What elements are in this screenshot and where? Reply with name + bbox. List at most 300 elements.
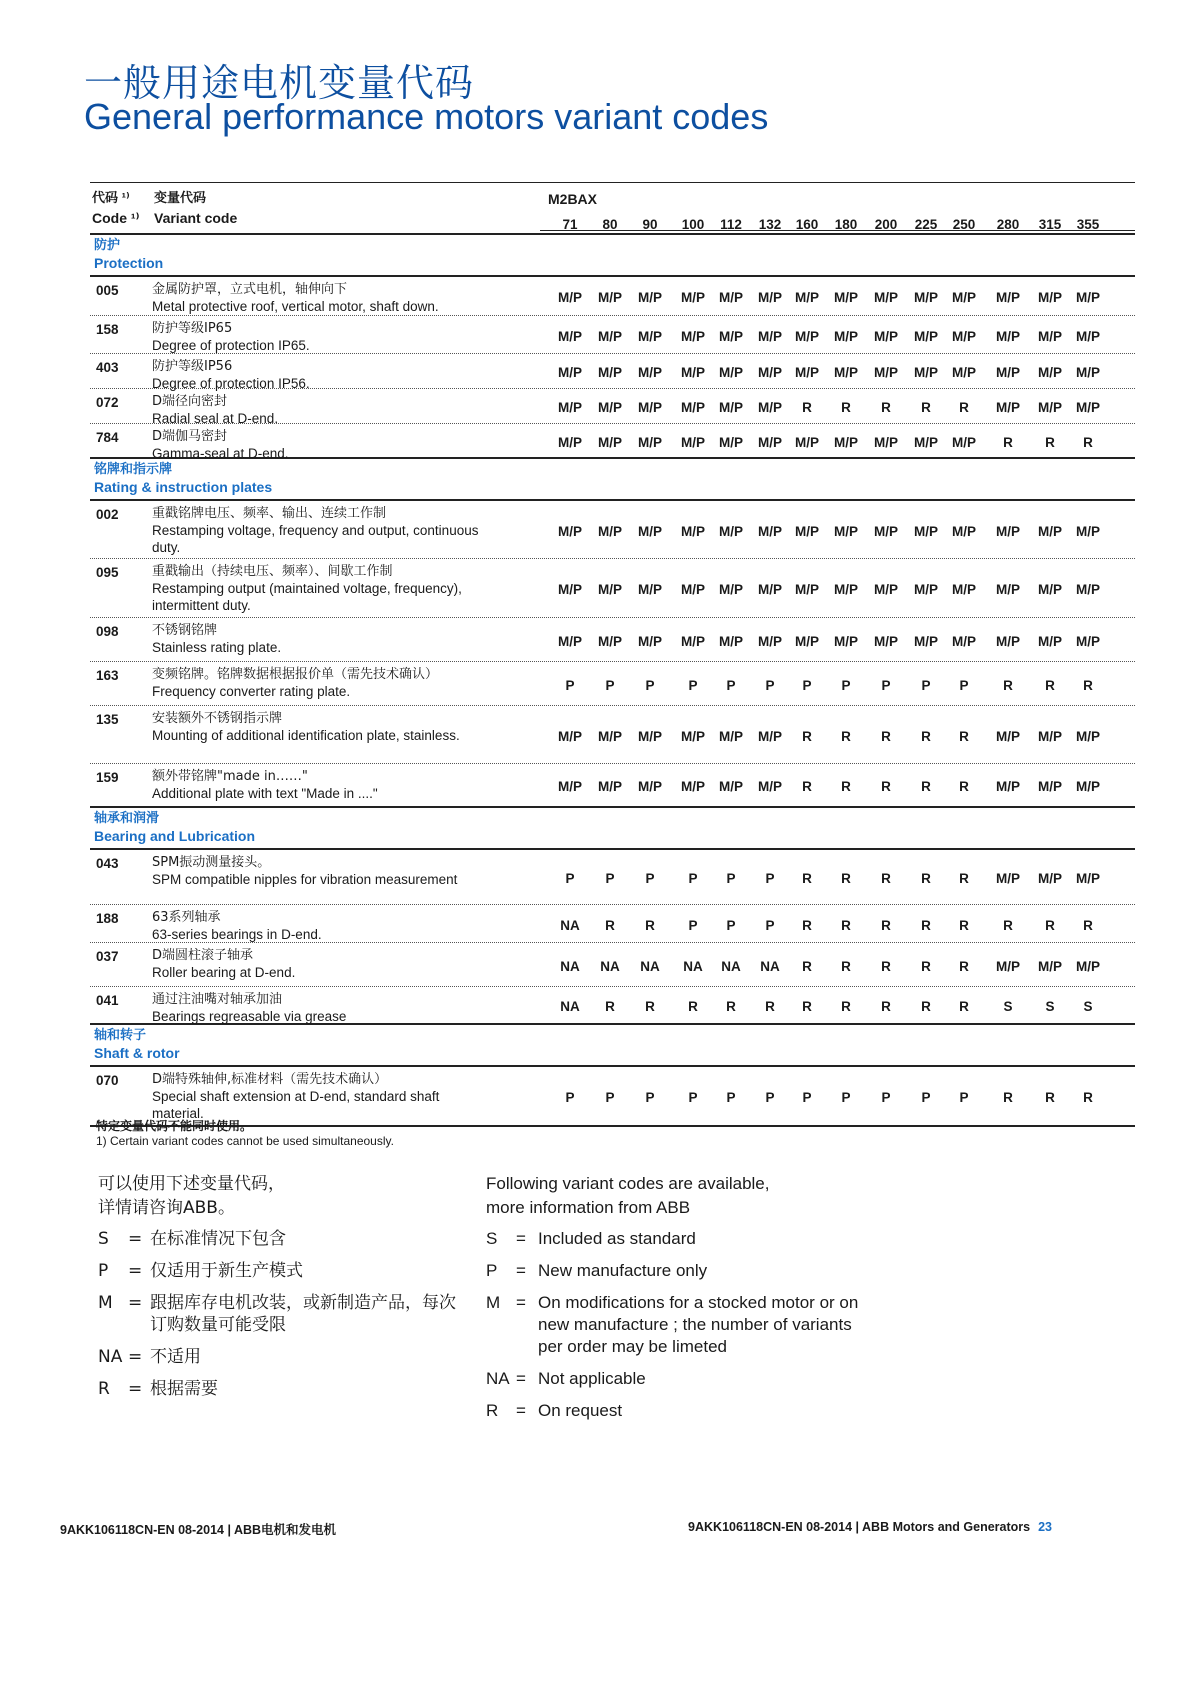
availability-cell: M/P (995, 365, 1020, 380)
legend-text: Included as standard (538, 1229, 696, 1248)
availability-cell: R (881, 779, 891, 794)
availability-cell: R (1045, 678, 1055, 693)
legend-text: 不适用 (150, 1347, 201, 1367)
availability-cell: R (726, 999, 736, 1014)
availability-cell: M/P (833, 365, 858, 380)
variant-code: 784 (96, 430, 119, 445)
availability-cell: M/P (680, 582, 705, 597)
description-cn: D端圆柱滚子轴承 (152, 948, 254, 963)
legend-equals: = (516, 1229, 526, 1248)
availability-cell: M/P (597, 290, 622, 305)
availability-cell: M/P (873, 365, 898, 380)
availability-cell: R (802, 729, 812, 744)
variant-code: 002 (96, 507, 119, 522)
availability-cell: M/P (1075, 779, 1100, 794)
availability-cell: NA (560, 999, 580, 1014)
section-title-en: Shaft & rotor (94, 1045, 180, 1061)
availability-cell: P (959, 1090, 969, 1105)
availability-values (542, 524, 1135, 540)
availability-cell: P (802, 678, 812, 693)
availability-cell: P (605, 871, 615, 886)
description-cn: D端径向密封 (152, 394, 228, 409)
availability-cell: P (765, 918, 775, 933)
availability-cell: R (881, 959, 891, 974)
availability-cell: M/P (1037, 582, 1062, 597)
availability-cell: M/P (873, 524, 898, 539)
availability-cell: M/P (951, 365, 976, 380)
legend-key: S (486, 1229, 498, 1248)
availability-values (542, 959, 1135, 975)
availability-cell: M/P (718, 779, 743, 794)
availability-cell: M/P (1075, 365, 1100, 380)
availability-cell: M/P (913, 634, 938, 649)
availability-cell: P (565, 871, 575, 886)
availability-values (542, 365, 1135, 381)
legend-key: NA (98, 1347, 123, 1367)
availability-cell: M/P (913, 524, 938, 539)
availability-cell: R (959, 959, 969, 974)
frame-size-132: 132 (758, 217, 782, 232)
availability-cell: M/P (1075, 959, 1100, 974)
availability-cell: R (959, 779, 969, 794)
availability-cell: M/P (757, 365, 782, 380)
description-cn: 防护等级IP65 (152, 321, 233, 336)
availability-cell: P (726, 871, 736, 886)
availability-cell: M/P (557, 329, 582, 344)
availability-cell: M/P (1037, 871, 1062, 886)
legend-equals: = (128, 1261, 143, 1281)
availability-cell: M/P (833, 582, 858, 597)
variant-code: 135 (96, 712, 119, 727)
availability-cell: M/P (718, 365, 743, 380)
availability-cell: M/P (637, 400, 662, 415)
table-row (90, 987, 1135, 1025)
legend-text: Not applicable (538, 1369, 646, 1388)
frame-size-100: 100 (681, 217, 705, 232)
availability-cell: M/P (597, 365, 622, 380)
availability-cell: M/P (557, 524, 582, 539)
availability-cell: P (565, 1090, 575, 1105)
page-number: 23 (1038, 1520, 1052, 1534)
availability-cell: P (726, 918, 736, 933)
legend-key: P (98, 1261, 109, 1281)
availability-cell: M/P (873, 290, 898, 305)
availability-cell: M/P (557, 582, 582, 597)
availability-cell: R (841, 999, 851, 1014)
availability-cell: M/P (995, 329, 1020, 344)
table-row (90, 501, 1135, 559)
variant-description (152, 358, 482, 392)
availability-values (542, 634, 1135, 650)
availability-cell: R (881, 729, 891, 744)
variant-description (152, 991, 482, 1025)
availability-cell: M/P (995, 779, 1020, 794)
variant-code: 070 (96, 1073, 119, 1088)
legend-text: On request (538, 1401, 623, 1420)
table-row (90, 905, 1135, 943)
frame-size-71: 71 (562, 217, 578, 232)
table-row (90, 559, 1135, 618)
variant-description (152, 1071, 482, 1122)
frame-size-80: 80 (602, 217, 618, 232)
variant-code: 072 (96, 395, 119, 410)
legend-key: R (486, 1401, 499, 1420)
availability-cell: M/P (1075, 582, 1100, 597)
availability-cell: P (605, 1090, 615, 1105)
variant-header-cn: 变量代码 (154, 190, 207, 205)
availability-cell: M/P (1075, 524, 1100, 539)
description-cn: 金属防护罩，立式电机，轴伸向下 (152, 282, 348, 297)
legend-item (98, 1378, 458, 1400)
availability-cell: M/P (680, 365, 705, 380)
availability-cell: M/P (680, 524, 705, 539)
legend-intro: Following variant codes are available, more information from ABB (486, 1174, 770, 1217)
availability-cell: R (1003, 678, 1013, 693)
availability-cell: P (802, 1090, 812, 1105)
availability-cell: M/P (597, 329, 622, 344)
table-row (90, 424, 1135, 459)
availability-cell: M/P (680, 634, 705, 649)
legend-key: R (98, 1379, 110, 1399)
availability-cell: M/P (995, 959, 1020, 974)
availability-cell: M/P (951, 435, 976, 450)
availability-values (542, 435, 1135, 451)
variant-description (152, 393, 482, 427)
variant-code: 163 (96, 668, 119, 683)
availability-cell: M/P (951, 329, 976, 344)
legend-equals: = (128, 1347, 143, 1367)
availability-cell: M/P (1075, 729, 1100, 744)
description-en: Radial seal at D-end. (152, 411, 279, 426)
table-row (90, 354, 1135, 389)
availability-cell: M/P (637, 329, 662, 344)
availability-cell: M/P (1037, 729, 1062, 744)
description-cn: 通过注油嘴对轴承加油 (152, 992, 283, 1007)
legend-intro: 可以使用下述变量代码， 详情请咨询ABB。 (98, 1174, 285, 1218)
frame-size-315: 315 (1038, 217, 1062, 232)
availability-cell: M/P (680, 329, 705, 344)
availability-cell: M/P (995, 524, 1020, 539)
section-title-en: Rating & instruction plates (94, 479, 273, 495)
availability-cell: M/P (597, 400, 622, 415)
availability-cell: M/P (995, 634, 1020, 649)
availability-cell: M/P (597, 524, 622, 539)
availability-cell: M/P (637, 435, 662, 450)
availability-values (542, 1090, 1135, 1106)
availability-cell: M/P (718, 582, 743, 597)
footer-right (688, 1520, 1052, 1534)
availability-cell: P (605, 678, 615, 693)
availability-cell: M/P (951, 582, 976, 597)
frame-size-355: 355 (1076, 217, 1100, 232)
availability-cell: P (688, 871, 698, 886)
availability-cell: R (802, 779, 812, 794)
legend-key: M (98, 1293, 113, 1313)
availability-cell: M/P (794, 634, 819, 649)
availability-cell: M/P (757, 435, 782, 450)
section-title-cn: 铭牌和指示牌 (94, 462, 173, 477)
variant-code: 188 (96, 911, 119, 926)
availability-cell: P (921, 1090, 931, 1105)
description-en: Roller bearing at D-end. (152, 965, 296, 980)
section-title-en: Bearing and Lubrication (94, 828, 256, 844)
description-en: Mounting of additional identification plate, stainless. (152, 728, 460, 743)
frame-size-90: 90 (642, 217, 658, 232)
availability-values (542, 582, 1135, 598)
section-header (90, 808, 1135, 850)
legend-equals: = (128, 1379, 143, 1399)
frame-size-112: 112 (720, 217, 742, 232)
variant-description (152, 505, 482, 556)
availability-cell: R (841, 871, 851, 886)
availability-cell: M/P (794, 329, 819, 344)
variant-description (152, 666, 482, 700)
table-row (90, 316, 1135, 354)
availability-cell: P (645, 1090, 655, 1105)
availability-cell: P (841, 678, 851, 693)
legend-equals: = (128, 1293, 143, 1313)
availability-cell: M/P (597, 729, 622, 744)
availability-cell: M/P (995, 400, 1020, 415)
frame-size-200: 200 (874, 217, 898, 232)
availability-cell: M/P (1075, 400, 1100, 415)
availability-cell: R (921, 400, 931, 415)
footnote-cn: 特定变量代码不能同时使用。 (96, 1119, 253, 1133)
availability-cell: P (645, 678, 655, 693)
availability-cell: M/P (995, 582, 1020, 597)
availability-cell: M/P (794, 582, 819, 597)
availability-cell: R (605, 918, 615, 933)
availability-cell: R (1045, 1090, 1055, 1105)
page-title-en: General performance motors variant codes (84, 96, 769, 137)
section-header (90, 1025, 1135, 1067)
header-underline (540, 230, 1135, 231)
availability-cell: M/P (757, 524, 782, 539)
table-body (90, 235, 1135, 1127)
availability-cell: M/P (680, 400, 705, 415)
availability-cell: M/P (597, 435, 622, 450)
availability-cell: P (765, 1090, 775, 1105)
description-en: Special shaft extension at D-end, standard shaft material. (152, 1089, 440, 1121)
availability-cell: M/P (1037, 524, 1062, 539)
availability-cell: P (688, 678, 698, 693)
variant-code: 043 (96, 856, 119, 871)
variant-description (152, 563, 482, 614)
availability-cell: M/P (757, 290, 782, 305)
footnote-en: 1) Certain variant codes cannot be used simultaneously. (96, 1134, 394, 1148)
availability-cell: M/P (757, 329, 782, 344)
variant-code: 098 (96, 624, 119, 639)
description-en: Gamma-seal at D-end. (152, 446, 289, 461)
availability-values (542, 729, 1135, 745)
availability-cell: R (765, 999, 775, 1014)
availability-cell: M/P (873, 435, 898, 450)
availability-cell: M/P (794, 290, 819, 305)
section-header (90, 459, 1135, 501)
availability-cell: R (1003, 435, 1013, 450)
availability-cell: R (959, 729, 969, 744)
availability-cell: R (841, 959, 851, 974)
availability-cell: S (1003, 999, 1013, 1014)
availability-cell: P (765, 678, 775, 693)
frame-size-250: 250 (952, 217, 976, 232)
section-title-cn: 轴承和润滑 (94, 811, 160, 826)
frame-size-225: 225 (914, 217, 938, 232)
motor-series-label: M2BAX (548, 191, 598, 207)
availability-cell: NA (640, 959, 660, 974)
variant-code: 005 (96, 283, 119, 298)
description-cn: SPM振动测量接头。 (152, 855, 271, 870)
legend-equals: = (128, 1229, 143, 1249)
availability-cell: M/P (1037, 959, 1062, 974)
availability-cell: M/P (718, 400, 743, 415)
legend-item (98, 1292, 458, 1336)
availability-cell: M/P (718, 290, 743, 305)
legend-item (486, 1368, 866, 1390)
description-cn: D端伽马密封 (152, 429, 228, 444)
table-row (90, 943, 1135, 987)
availability-cell: M/P (1075, 634, 1100, 649)
availability-cell: M/P (913, 435, 938, 450)
variant-code: 403 (96, 360, 119, 375)
description-cn: 不锈钢铭牌 (152, 623, 218, 638)
legend-equals: = (516, 1261, 526, 1280)
availability-cell: R (1083, 435, 1093, 450)
description-en: Restamping output (maintained voltage, frequency), intermittent duty. (152, 581, 462, 613)
variant-description (152, 622, 482, 656)
frame-size-280: 280 (996, 217, 1020, 232)
availability-values (542, 290, 1135, 306)
legend-text: 在标准情况下包含 (150, 1229, 286, 1249)
availability-cell: M/P (680, 290, 705, 305)
availability-cell: NA (721, 959, 741, 974)
availability-cell: R (802, 918, 812, 933)
variant-description (152, 428, 482, 462)
availability-cell: M/P (951, 290, 976, 305)
availability-cell: R (921, 871, 931, 886)
footer-right-text: 9AKK106118CN-EN 08-2014 | ABB Motors and Generators (688, 1520, 1031, 1534)
availability-cell: M/P (637, 634, 662, 649)
availability-cell: M/P (1075, 290, 1100, 305)
availability-cell: M/P (718, 729, 743, 744)
availability-cell: M/P (833, 290, 858, 305)
legend-item (98, 1260, 458, 1282)
legend-text: 根据需要 (150, 1379, 218, 1399)
availability-cell: R (802, 959, 812, 974)
availability-values (542, 329, 1135, 345)
availability-cell: M/P (637, 524, 662, 539)
availability-cell: M/P (833, 524, 858, 539)
availability-cell: M/P (833, 329, 858, 344)
legend-item (98, 1346, 458, 1368)
availability-cell: M/P (833, 435, 858, 450)
availability-cell: P (688, 918, 698, 933)
availability-cell: P (688, 1090, 698, 1105)
legend-key: S (98, 1229, 109, 1249)
availability-cell: M/P (757, 582, 782, 597)
availability-cell: R (1083, 918, 1093, 933)
availability-cell: M/P (794, 435, 819, 450)
availability-cell: M/P (637, 365, 662, 380)
availability-cell: M/P (637, 779, 662, 794)
availability-cell: M/P (1037, 329, 1062, 344)
description-en: SPM compatible nipples for vibration measurement (152, 872, 458, 887)
availability-cell: R (1003, 918, 1013, 933)
variant-description (152, 854, 482, 888)
description-en: Stainless rating plate. (152, 640, 282, 655)
code-header-en: Code ¹⁾ (92, 210, 140, 226)
availability-cell: M/P (1037, 290, 1062, 305)
description-en: Additional plate with text "Made in ...." (152, 786, 378, 801)
availability-values (542, 918, 1135, 934)
availability-cell: M/P (794, 524, 819, 539)
availability-cell: NA (760, 959, 780, 974)
description-cn: 安装额外不锈钢指示牌 (152, 711, 283, 726)
availability-cell: R (802, 871, 812, 886)
availability-cell: M/P (557, 290, 582, 305)
table-row (90, 277, 1135, 316)
legend-item (486, 1400, 866, 1422)
description-en: Metal protective roof, vertical motor, shaft down. (152, 299, 439, 314)
availability-cell: NA (560, 959, 580, 974)
availability-cell: R (881, 400, 891, 415)
variant-description (152, 947, 482, 981)
legend-en (486, 1172, 866, 1432)
availability-cell: M/P (995, 290, 1020, 305)
availability-cell: M/P (757, 634, 782, 649)
table-row (90, 764, 1135, 808)
availability-cell: M/P (913, 365, 938, 380)
variant-description (152, 909, 482, 943)
availability-cell: M/P (1075, 329, 1100, 344)
table-header (90, 182, 1135, 235)
variant-description (152, 710, 482, 744)
availability-cell: M/P (1075, 871, 1100, 886)
availability-cell: R (921, 918, 931, 933)
availability-cell: R (959, 871, 969, 886)
availability-cell: P (645, 871, 655, 886)
variant-description (152, 320, 482, 354)
description-en: 63-series bearings in D-end. (152, 927, 322, 942)
variant-description (152, 281, 482, 315)
availability-cell: NA (683, 959, 703, 974)
page-title-cn: 一般用途电机变量代码 (84, 61, 475, 105)
description-cn: 63系列轴承 (152, 910, 221, 925)
availability-cell: M/P (757, 400, 782, 415)
availability-cell: M/P (995, 871, 1020, 886)
availability-values (542, 400, 1135, 416)
variant-code: 095 (96, 565, 119, 580)
section-header (90, 235, 1135, 277)
legend-text: On modifications for a stocked motor or on new manufacture ; the number of variants per order may be limeted (538, 1293, 859, 1356)
availability-cell: M/P (597, 634, 622, 649)
table-row (90, 389, 1135, 424)
code-header-cn: 代码 ¹⁾ (92, 190, 130, 205)
description-en: Degree of protection IP56. (152, 376, 310, 391)
variant-header-en: Variant code (154, 210, 238, 226)
availability-cell: M/P (873, 329, 898, 344)
availability-cell: M/P (913, 329, 938, 344)
availability-cell: P (726, 1090, 736, 1105)
variant-description (152, 768, 482, 802)
availability-cell: NA (560, 918, 580, 933)
description-en: Degree of protection IP65. (152, 338, 310, 353)
availability-cell: M/P (718, 435, 743, 450)
availability-values (542, 678, 1135, 694)
availability-cell: R (921, 729, 931, 744)
availability-cell: M/P (557, 729, 582, 744)
availability-cell: M/P (913, 582, 938, 597)
